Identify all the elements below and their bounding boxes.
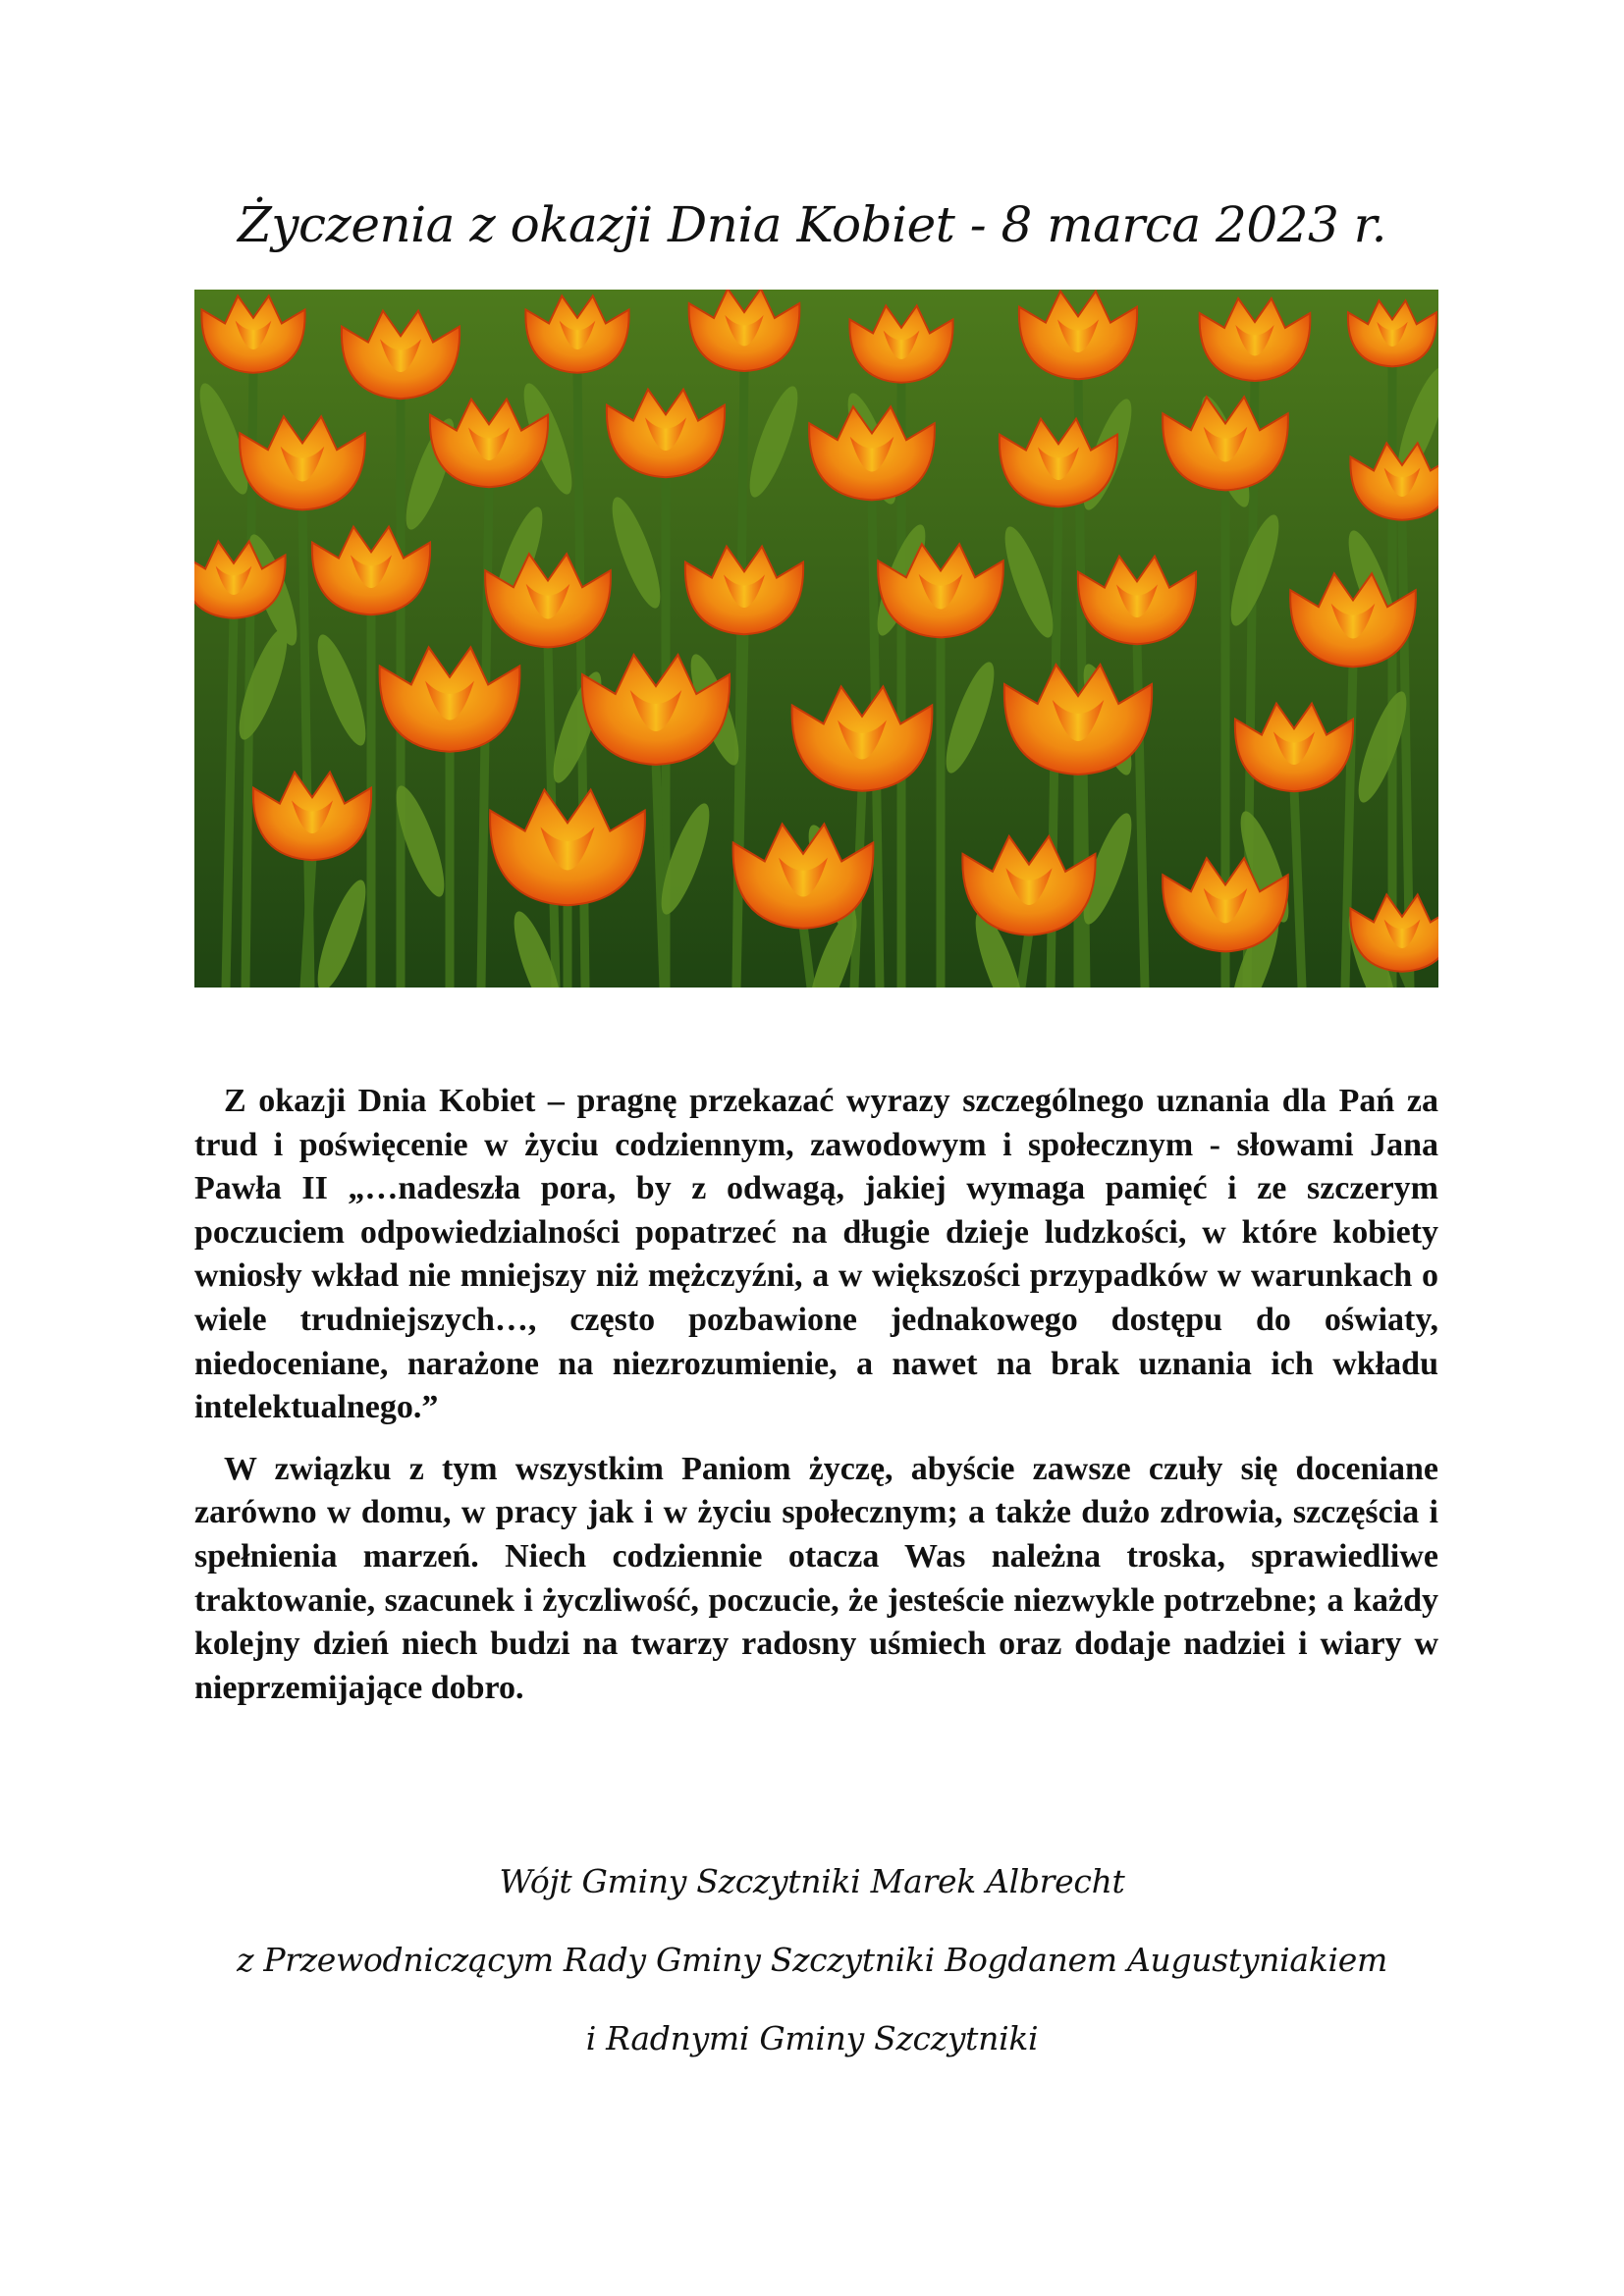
tulips-photo: [194, 290, 1438, 988]
page-title: Życzenia z okazji Dnia Kobiet - 8 marca 2023 r.: [238, 196, 1386, 253]
signature-line-1: Wójt Gminy Szczytniki Marek Albrecht: [499, 1862, 1125, 1900]
signature: [0, 1862, 1624, 2098]
tulips-illustration: [194, 290, 1438, 988]
paragraph-2: W związku z tym wszystkim Paniom życzę, abyście zawsze czuły się doceniane zarówno w domu, w pracy jak i w życiu społecznym; a także dużo zdrowia, szczęścia i spełnienia marzeń. Niech codziennie otacza Was należna troska, sprawiedliwe traktowanie, szacunek i życzliwość, poczucie, że jesteście niezwykle potrzebne; a każdy kolejny dzień niech budzi na twarzy radosny uśmiech oraz dodaje nadziei i wiary w nieprzemijające dobro.: [194, 1450, 1438, 1706]
greeting-text: [194, 1080, 1438, 1710]
paragraph-1: Z okazji Dnia Kobiet – pragnę przekazać wyrazy szczególnego uznania dla Pań za trud i poświęcenie w życiu codziennym, zawodowym i społecznym - słowami Jana Pawła II „…nadeszła pora, by z odwagą, jakiej wymaga pamięć i ze szczerym poczuciem odpowiedzialności popatrzeć na długie dzieje ludzkości, w które kobiety wniosły wkład nie mniejszy niż mężczyźni, a w większości przypadków w warunkach o wiele trudniejszych…, często pozbawione jednakowego dostępu do oświaty, niedoceniane, narażone na niezrozumienie, a nawet na brak uznania ich wkładu intelektualnego.”: [194, 1083, 1438, 1426]
signature-line-3: i Radnymi Gminy Szczytniki: [585, 2019, 1039, 2057]
signature-line-2: z Przewodniczącym Rady Gminy Szczytniki Bogdanem Augustyniakiem: [237, 1941, 1387, 1979]
